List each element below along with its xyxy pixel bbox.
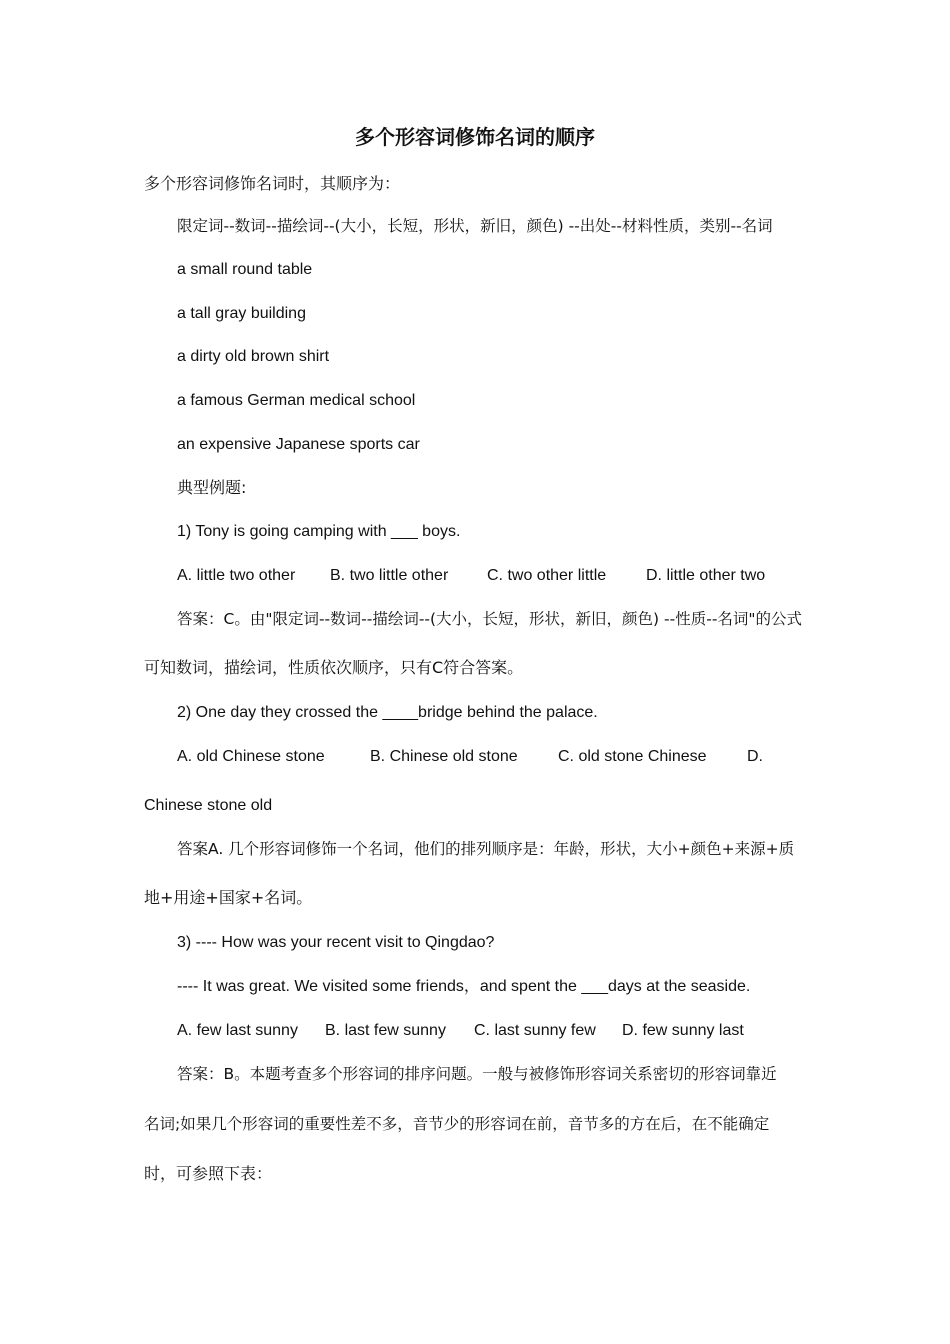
q2-answer-line-1: 答案A. 几个形容词修饰一个名词，他们的排列顺序是：年龄，形状，大小+颜色+来源+质 xyxy=(177,840,795,858)
q2-option-c: C. old stone Chinese xyxy=(558,748,707,765)
q3-answer-line-2: 名词;如果几个形容词的重要性差不多，音节少的形容词在前，音节多的方在后，在不能确定 xyxy=(144,1115,770,1133)
q3-answer-line-3: 时，可参照下表： xyxy=(144,1164,273,1183)
question-1: 1) Tony is going camping with ___ boys. xyxy=(177,523,461,540)
q2-option-a: A. old Chinese stone xyxy=(177,748,325,765)
q1-option-c: C. two other little xyxy=(487,567,607,584)
example-phrase: a tall gray building xyxy=(177,305,306,322)
q1-option-b: B. two little other xyxy=(330,567,449,584)
question-3: 3) ---- How was your recent visit to Qingdao? xyxy=(177,934,495,951)
q3-option-b: B. last few sunny xyxy=(325,1022,446,1039)
example-phrase: a famous German medical school xyxy=(177,392,416,409)
q2-option-d: D. xyxy=(747,748,763,765)
example-phrase: an expensive Japanese sports car xyxy=(177,436,420,453)
typical-examples-heading: 典型例题: xyxy=(177,478,247,497)
q1-option-d: D. little other two xyxy=(646,567,766,584)
q3-option-c: C. last sunny few xyxy=(474,1022,596,1039)
order-rule: 限定词--数词--描绘词--(大小，长短，形状，新旧，颜色) --出处--材料性质，类别--名词 xyxy=(177,217,773,235)
document-title: 多个形容词修饰名词的顺序 xyxy=(355,125,595,149)
q2-option-d-text: Chinese stone old xyxy=(144,797,273,814)
q3-option-d: D. few sunny last xyxy=(622,1022,744,1039)
example-phrase: a small round table xyxy=(177,261,313,278)
q2-option-b: B. Chinese old stone xyxy=(370,748,518,765)
intro-text: 多个形容词修饰名词时，其顺序为： xyxy=(144,174,401,193)
example-phrase: a dirty old brown shirt xyxy=(177,348,330,365)
q1-option-a: A. little two other xyxy=(177,567,296,584)
question-2: 2) One day they crossed the ____bridge behind the palace. xyxy=(177,704,598,721)
q1-answer-line-2: 可知数词，描绘词，性质依次顺序，只有C符合答案。 xyxy=(144,658,524,677)
question-3-reply: ---- It was great. We visited some friends，and spent the ___days at the seaside. xyxy=(177,978,751,995)
q2-answer-line-2: 地+用途+国家+名词。 xyxy=(144,888,313,907)
q3-answer-line-1: 答案：B。本题考查多个形容词的排序问题。一般与被修饰形容词关系密切的形容词靠近 xyxy=(177,1065,777,1083)
q1-answer-line-1: 答案：C。由"限定词--数词--描绘词--(大小，长短，形状，新旧，颜色) --性质--名词"的公式 xyxy=(177,610,803,628)
q3-option-a: A. few last sunny xyxy=(177,1022,298,1039)
